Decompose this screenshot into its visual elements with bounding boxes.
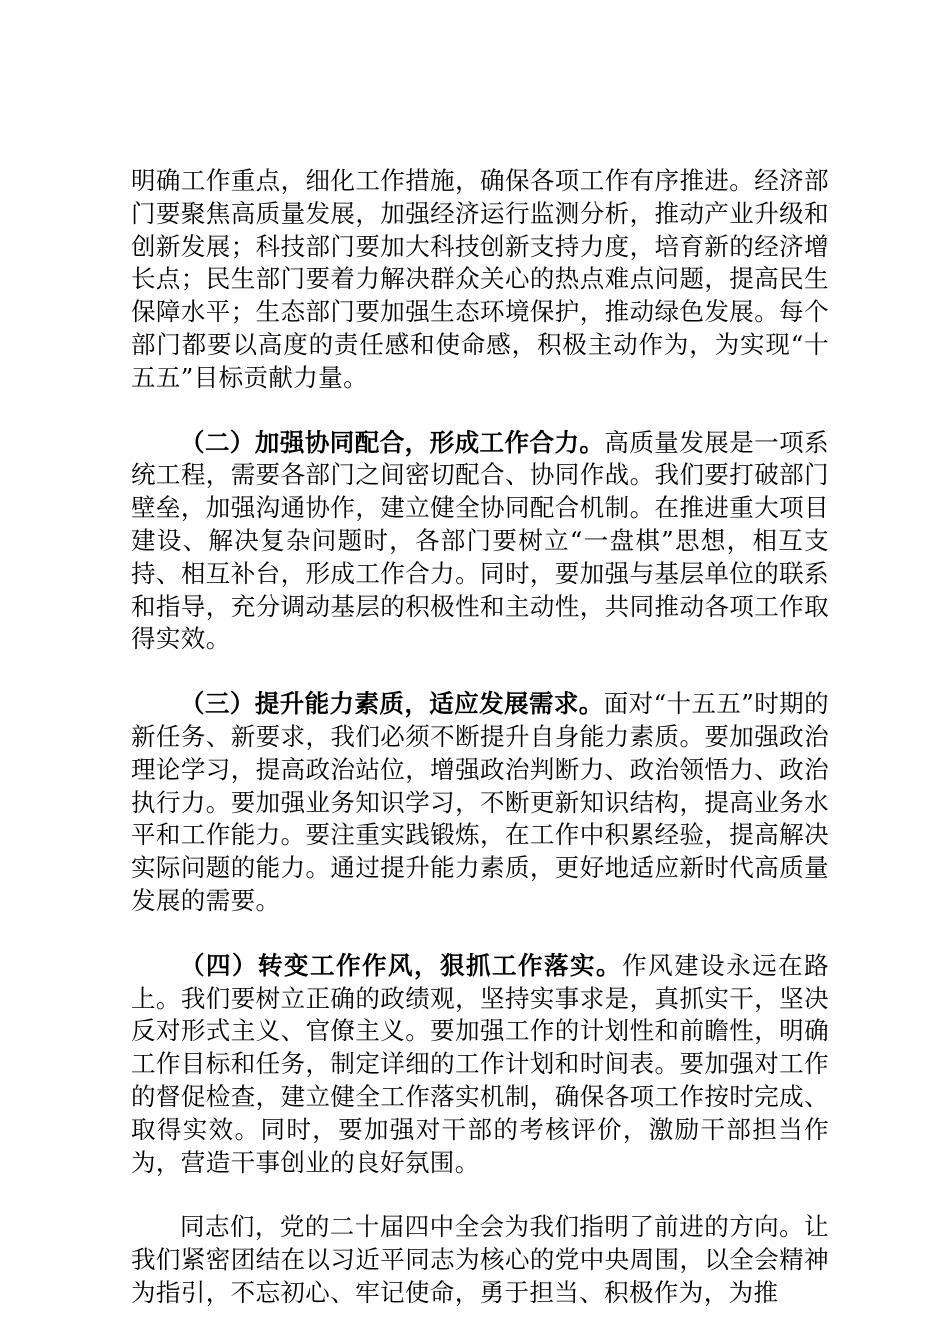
section-heading: （三）提升能力素质，适应发展需求。 [180, 689, 604, 719]
document-page [131, 165, 829, 1342]
paragraph-section-4 [131, 950, 829, 1180]
paragraph-continuation [131, 165, 829, 395]
paragraph-body: 同志们，党的二十届四中全会为我们指明了前进的方向。让我们紧密团结在以习近平同志为核心的党中央周围，以全会精神为指引，不忘初心、牢记使命，勇于担当、积极作为，为推 [131, 1212, 829, 1307]
paragraph-body: 作风建设永远在路上。我们要树立正确的政绩观，坚持实事求是，真抓实干，坚决反对形式主义、官僚主义。要加强工作的计划性和前瞻性，明确工作目标和任务，制定详细的工作计划和时间表。要加强对工作的督促检查，建立健全工作落实机制，确保各项工作按时完成、取得实效。同时，要加强对干部的考核评价，激励干部担当作为，营造干事创业的良好氛围。 [131, 950, 829, 1177]
section-heading: （四）转变工作作风，狠抓工作落实。 [180, 950, 623, 980]
paragraph-section-2 [131, 427, 829, 657]
paragraph-closing [131, 1211, 829, 1309]
paragraph-body: 高质量发展是一项系统工程，需要各部门之间密切配合、协同作战。我们要打破部门壁垒，加强沟通协作，建立健全协同配合机制。在推进重大项目建设、解决复杂问题时，各部门要树立“一盘棋”思想，相互支持、相互补台，形成工作合力。同时，要加强与基层单位的联系和指导，充分调动基层的积极性和主动性，共同推动各项工作取得实效。 [131, 427, 829, 654]
paragraph-body: 面对“十五五”时期的新任务、新要求，我们必须不断提升自身能力素质。要加强政治理论学习，提高政治站位，增强政治判断力、政治领悟力、政治执行力。要加强业务知识学习，不断更新知识结构，提高业务水平和工作能力。要注重实践锻炼，在工作中积累经验，提高解决实际问题的能力。通过提升能力素质，更好地适应新时代高质量发展的需要。 [131, 689, 829, 915]
section-heading: （二）加强协同配合，形成工作合力。 [180, 427, 605, 457]
paragraph-section-3 [131, 688, 829, 918]
paragraph-body: 明确工作重点，细化工作措施，确保各项工作有序推进。经济部门要聚焦高质量发展，加强经济运行监测分析，推动产业升级和创新发展；科技部门要加大科技创新支持力度，培育新的经济增长点；民生部门要着力解决群众关心的热点难点问题，提高民生保障水平；生态部门要加强生态环境保护，推动绿色发展。每个部门都要以高度的责任感和使命感，积极主动作为，为实现“十五五”目标贡献力量。 [131, 166, 829, 392]
